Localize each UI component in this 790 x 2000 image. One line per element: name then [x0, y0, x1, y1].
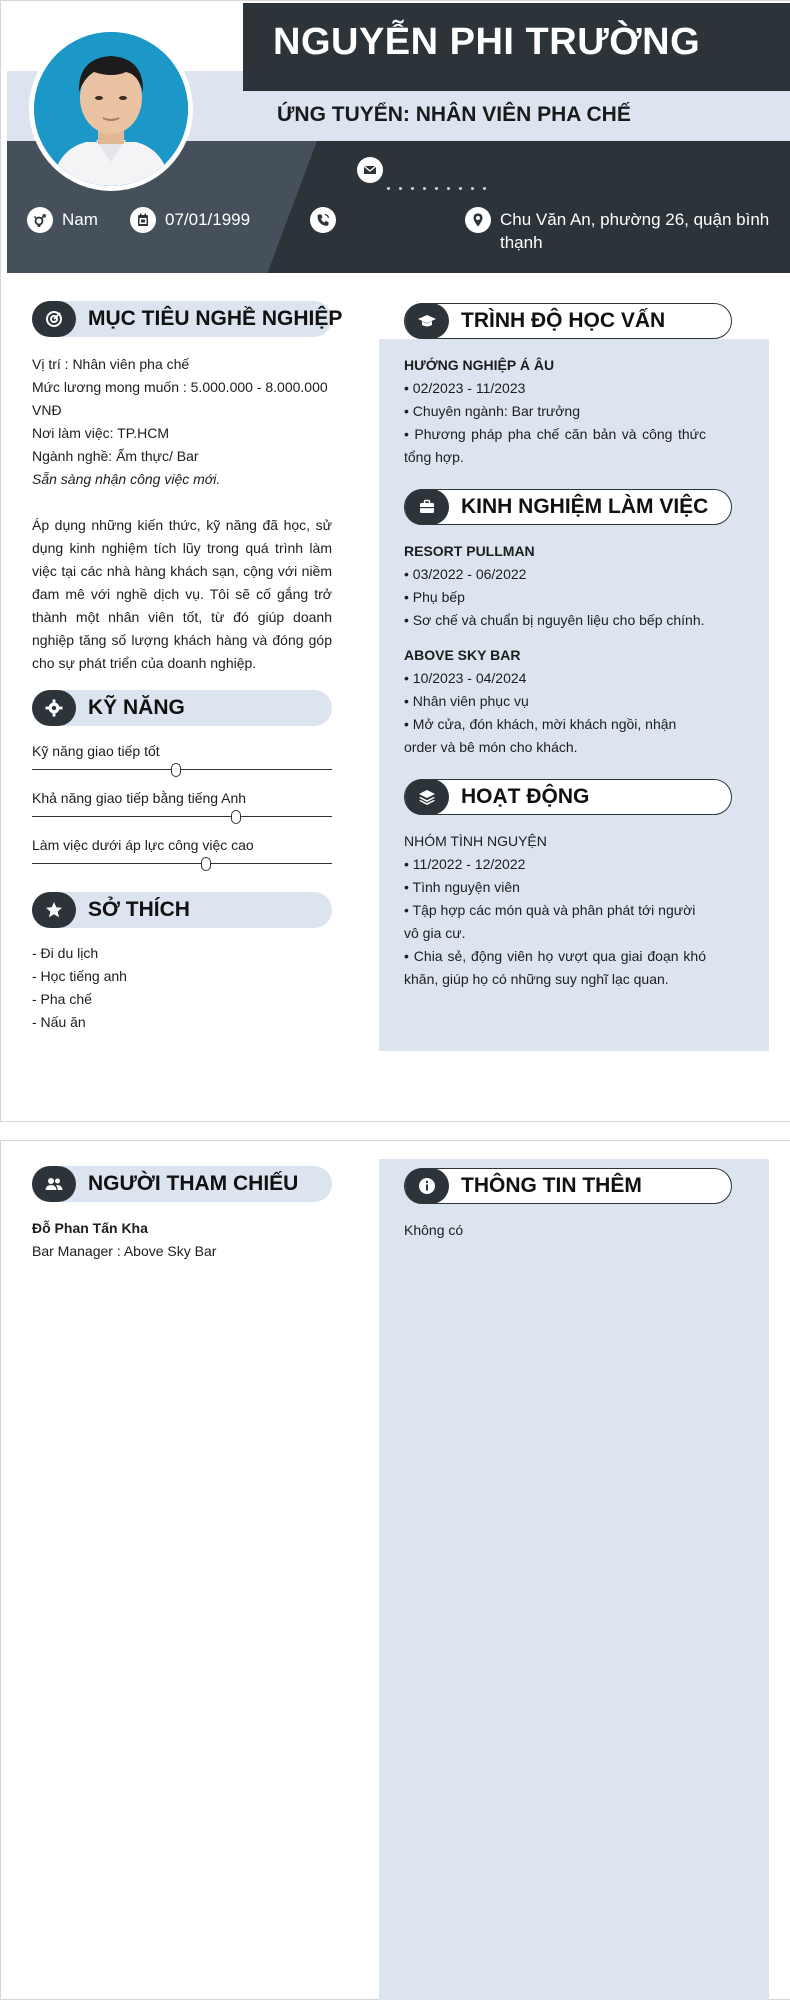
job-company: ABOVE SKY BAR	[404, 647, 521, 663]
skill-slider	[32, 763, 332, 775]
birthday-text: 07/01/1999	[165, 210, 251, 229]
skill-item	[32, 741, 332, 775]
layers-icon	[405, 779, 449, 815]
reference-position: Bar Manager : Above Sky Bar	[32, 1243, 217, 1259]
hobbies-list	[32, 942, 332, 1034]
calendar-icon	[130, 207, 156, 233]
objective-ready: Sẵn sàng nhận công việc mới.	[32, 471, 221, 487]
job-desc: • Mở cửa, đón khách, mời khách ngồi, nhận order và bê món cho khách.	[404, 716, 677, 755]
activities-period: • 11/2022 - 12/2022	[404, 856, 526, 872]
objective-header	[32, 301, 343, 337]
job-desc: • Sơ chế và chuẩn bị nguyên liệu cho bếp chính.	[404, 612, 705, 628]
experience-job	[404, 644, 706, 759]
objective-paragraph: Áp dụng những kiến thức, kỹ năng đã học, sử dụng kinh nghiệm tích lũy trong quá trình làm việc tại các nhà hàng khách sạn, cộng với niềm đam mê với nghề dịch vụ. Tôi sẽ cố gắng trở thành một nhân viên tốt, từ đó giúp doanh nghiệp tăng số lượng khách hàng và đóng góp cho sự phát triển của doanh nghiệp.	[32, 517, 332, 671]
right-column-panel	[379, 1159, 769, 2000]
objective-block	[32, 353, 332, 491]
activities-desc: • Tập hợp các món quà và phân phát tới người vô gia cư.	[404, 902, 696, 941]
briefcase-icon	[405, 489, 449, 525]
graduation-cap-icon	[405, 303, 449, 339]
experience-title: KINH NGHIỆM LÀM VIỆC	[461, 495, 709, 518]
education-title: TRÌNH ĐỘ HỌC VẤN	[461, 309, 666, 332]
star-icon	[32, 892, 76, 928]
skill-item	[32, 835, 332, 869]
address-text: Chu Văn An, phường 26, quận bình thạnh	[500, 210, 770, 252]
skill-slider	[32, 810, 332, 822]
reference-block	[32, 1217, 332, 1263]
activities-role: • Tình nguyện viên	[404, 879, 520, 895]
candidate-name: NGUYỄN PHI TRƯỜNG	[273, 21, 701, 63]
location-icon	[465, 207, 491, 233]
activities-title: HOẠT ĐỘNG	[461, 785, 590, 808]
education-major: • Chuyên ngành: Bar trưởng	[404, 403, 580, 419]
skill-knob	[201, 857, 211, 871]
job-role: • Phụ bếp	[404, 589, 465, 605]
hobby-item: - Đi du lịch	[32, 945, 99, 961]
gender-text: Nam	[62, 210, 98, 229]
skill-label: Làm việc dưới áp lực công việc cao	[32, 837, 254, 853]
gender-icon	[27, 207, 53, 233]
education-school: HƯỚNG NGHIỆP Á ÂU	[404, 357, 555, 373]
objective-salary: Mức lương mong muốn : 5.000.000 - 8.000.000 VNĐ	[32, 379, 328, 418]
activities-desc: • Chia sẻ, động viên họ vượt qua giai đoạn khó khăn, giúp họ có những suy nghĩ lạc quan.	[404, 948, 706, 987]
activities-block	[404, 830, 706, 991]
skills-title: KỸ NĂNG	[88, 696, 185, 719]
hobbies-title: SỞ THÍCH	[88, 898, 190, 921]
hobby-item: - Nấu ăn	[32, 1014, 86, 1030]
objective-position: Vị trí : Nhân viên pha chế	[32, 356, 190, 372]
hobbies-header	[32, 892, 332, 928]
skill-knob	[231, 810, 241, 824]
skill-label: Kỹ năng giao tiếp tốt	[32, 743, 160, 759]
skill-knob	[171, 763, 181, 777]
activities-org: NHÓM TÌNH NGUYỆN	[404, 833, 547, 849]
cv-page-2	[0, 1140, 790, 2000]
job-company: RESORT PULLMAN	[404, 543, 535, 559]
users-icon	[32, 1166, 76, 1202]
hobby-item: - Pha chế	[32, 991, 92, 1007]
activities-header	[404, 779, 732, 815]
education-block	[404, 354, 706, 469]
objective-industry: Ngành nghề: Ẩm thực/ Bar	[32, 448, 199, 464]
apply-position: ỨNG TUYỂN: NHÂN VIÊN PHA CHẾ	[277, 103, 631, 126]
skill-item	[32, 788, 332, 822]
education-period: • 02/2023 - 11/2023	[404, 380, 526, 396]
references-title: NGƯỜI THAM CHIẾU	[88, 1172, 299, 1195]
info-icon	[405, 1168, 449, 1204]
job-period: • 03/2022 - 06/2022	[404, 566, 527, 582]
email-icon	[357, 157, 383, 183]
job-role: • Nhân viên phục vụ	[404, 693, 529, 709]
skill-slider	[32, 857, 332, 869]
additional-info-content: Không có	[404, 1222, 464, 1238]
phone-icon	[310, 207, 336, 233]
target-icon	[32, 301, 76, 337]
experience-job	[404, 540, 706, 632]
reference-name: Đỗ Phan Tấn Kha	[32, 1220, 148, 1236]
education-header	[404, 303, 732, 339]
gear-icon	[32, 690, 76, 726]
objective-title: MỤC TIÊU NGHỀ NGHIỆP	[88, 307, 343, 330]
email-text-obscured	[387, 177, 519, 183]
profile-photo	[34, 32, 188, 186]
hobby-item: - Học tiếng anh	[32, 968, 127, 984]
job-period: • 10/2023 - 04/2024	[404, 670, 527, 686]
skills-header	[32, 690, 332, 726]
experience-header	[404, 489, 732, 525]
avatar	[29, 27, 193, 191]
skill-label: Khả năng giao tiếp bằng tiếng Anh	[32, 790, 247, 806]
additional-info-title: THÔNG TIN THÊM	[461, 1174, 642, 1197]
education-detail: • Phương pháp pha chế căn bản và công thức tổng hợp.	[404, 426, 706, 465]
references-header	[32, 1166, 332, 1202]
objective-location: Nơi làm việc: TP.HCM	[32, 425, 170, 441]
additional-info-header	[404, 1168, 732, 1204]
